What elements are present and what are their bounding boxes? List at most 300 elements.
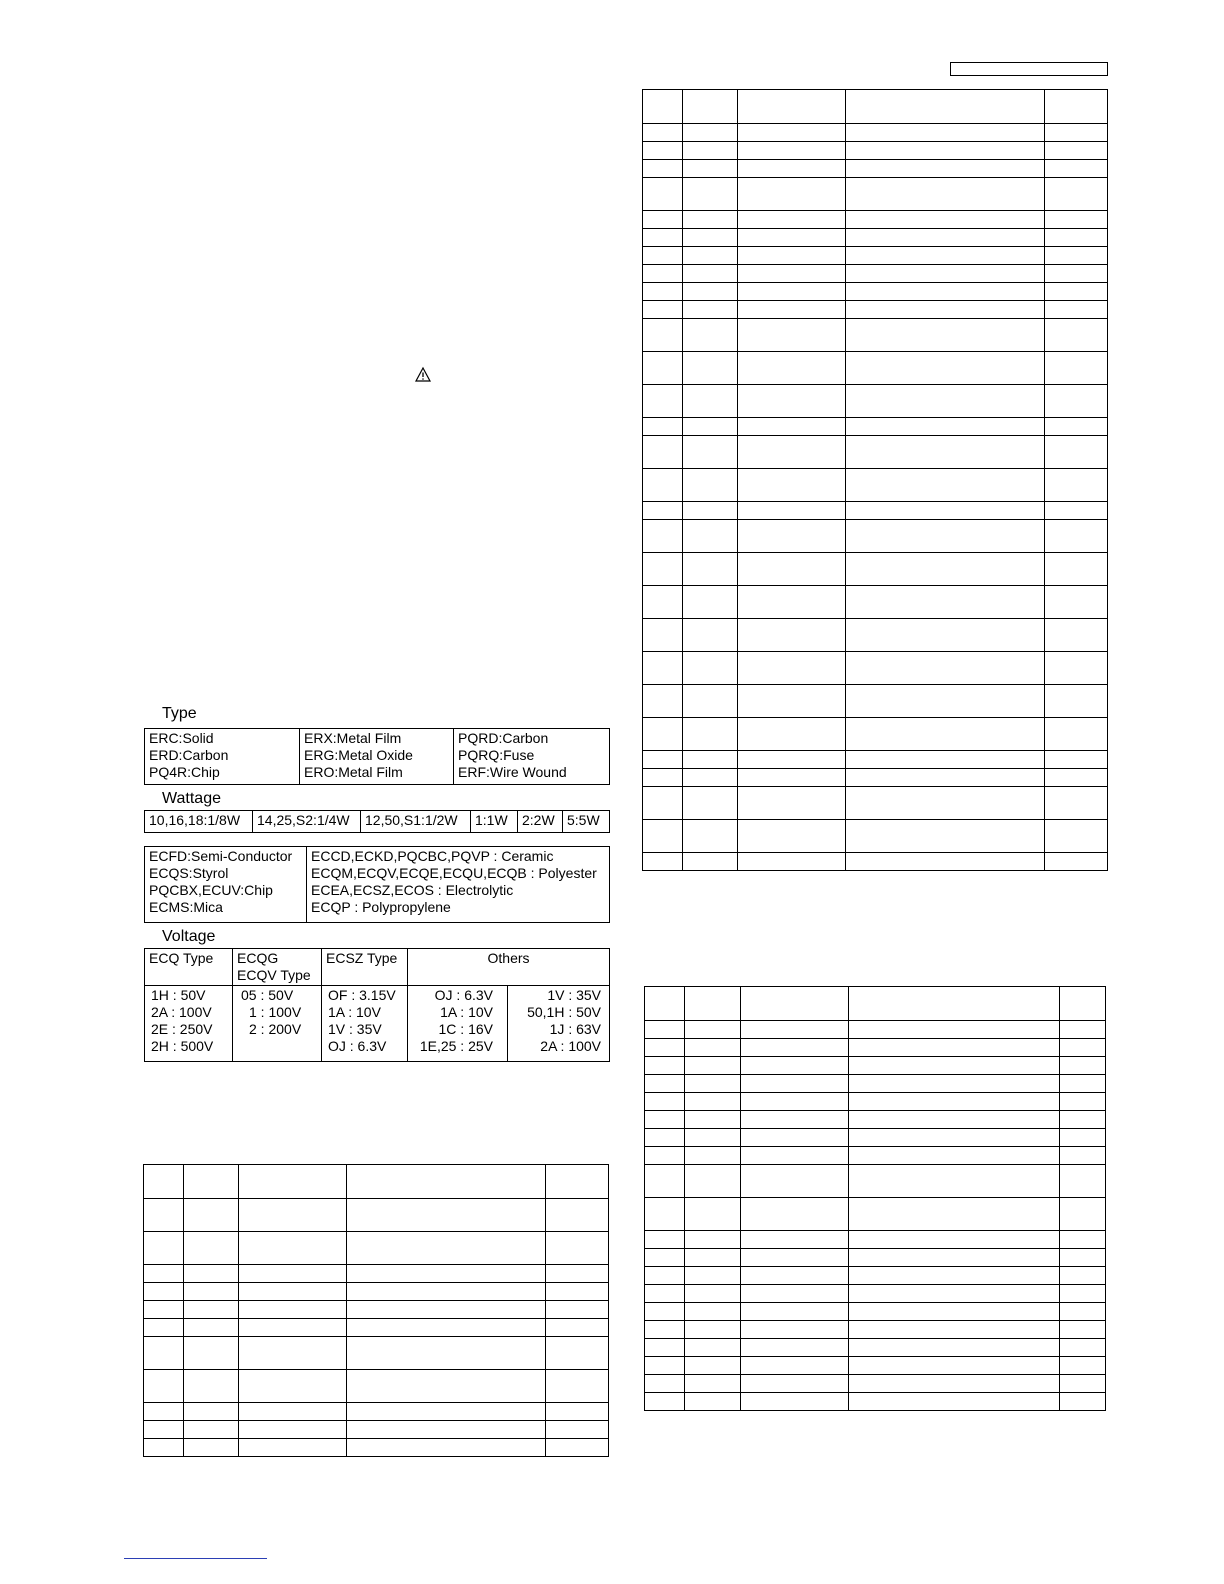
table-cell [1060,1165,1106,1198]
table-row [645,1021,1106,1039]
table-row [643,124,1108,142]
table-cell [683,385,738,418]
table-cell [1060,1249,1106,1267]
table-row [643,385,1108,418]
table-cell [846,619,1045,652]
table-cell [144,1301,184,1319]
table-cell [683,853,738,871]
table-cell [645,1165,685,1198]
table-cell [846,142,1045,160]
voltage-value: 1J : 63V [549,1021,602,1037]
table-cell [184,1403,239,1421]
capacitor-type-table [144,846,610,923]
table-row [643,265,1108,283]
table-cell [643,769,683,787]
wattage-cell: 14,25,S2:1/4W [253,811,361,833]
table-cell [645,1111,685,1129]
table-cell [683,90,738,124]
table-cell [1045,853,1108,871]
table-row [643,229,1108,247]
voltage-value: 1E,25 : 25V [419,1038,493,1054]
table-cell [738,502,846,520]
table-cell [184,1439,239,1457]
table-cell [683,265,738,283]
table-cell [645,1303,685,1321]
table-cell [645,1249,685,1267]
table-cell [685,1075,741,1093]
table-cell [347,1370,546,1403]
table-row [645,1231,1106,1249]
table-cell [846,211,1045,229]
voltage-others-a-values [408,986,508,1062]
table-row [643,619,1108,652]
voltage-header-ecqg-line2: ECQV Type [237,967,311,983]
table-row [144,1301,609,1319]
table-cell [643,418,683,436]
table-cell [738,178,846,211]
table-cell [1045,229,1108,247]
table-cell [546,1370,609,1403]
table-cell [741,1147,849,1165]
table-cell [1045,718,1108,751]
table-row [144,1232,609,1265]
voltage-value: 1A : 10V [440,1004,493,1020]
table-cell [347,1165,546,1199]
warning-triangle-icon [414,366,432,384]
table-cell [643,229,683,247]
table-cell [1045,586,1108,619]
table-header-row [643,90,1108,124]
table-cell [546,1232,609,1265]
table-cell [347,1199,546,1232]
table-cell [738,229,846,247]
table-cell [738,619,846,652]
table-cell [645,1021,685,1039]
table-cell [1045,283,1108,301]
type-pq4r: PQ4R:Chip [149,764,220,780]
table-cell [643,178,683,211]
table-cell [1045,265,1108,283]
voltage-value: 2 : 200V [249,1021,302,1037]
voltage-value: OJ : 6.3V [328,1038,387,1054]
table-cell [643,124,683,142]
table-cell [683,685,738,718]
cap-type-ecfd: ECFD:Semi-Conductor [149,848,293,864]
table-cell [849,1303,1060,1321]
table-row [643,160,1108,178]
table-cell [546,1199,609,1232]
cap-type-ceramic: ECCD,ECKD,PQCBC,PQVP : Ceramic [311,848,554,864]
table-cell [846,685,1045,718]
table-cell [738,247,846,265]
table-cell [184,1337,239,1370]
table-cell [239,1199,347,1232]
table-cell [546,1337,609,1370]
table-cell [741,1231,849,1249]
table-cell [683,652,738,685]
table-cell [846,586,1045,619]
table-row [144,1199,609,1232]
table-cell [144,1199,184,1232]
table-cell [849,1231,1060,1249]
table-cell [741,1039,849,1057]
table-cell [239,1337,347,1370]
table-cell [683,124,738,142]
wattage-cell: 10,16,18:1/8W [145,811,253,833]
voltage-header-ecqg [233,949,322,986]
table-cell [643,283,683,301]
voltage-value: 1H : 50V [151,987,206,1003]
table-cell [741,1111,849,1129]
table-row [643,418,1108,436]
table-cell [741,1057,849,1075]
table-cell [849,987,1060,1021]
table-cell [643,685,683,718]
voltage-ecqg-values [233,986,322,1062]
table-cell [645,1198,685,1231]
table-cell [846,247,1045,265]
table-cell [846,436,1045,469]
table-cell [849,1147,1060,1165]
table-row [645,1129,1106,1147]
table-cell [1045,160,1108,178]
table-cell [738,553,846,586]
table-cell [738,718,846,751]
table-cell [846,553,1045,586]
table-cell [1045,820,1108,853]
table-cell [683,718,738,751]
table-cell [846,90,1045,124]
table-cell [1045,469,1108,502]
table-cell [1060,1393,1106,1411]
table-cell [347,1265,546,1283]
table-cell [683,820,738,853]
table-cell [741,1321,849,1339]
table-row [643,319,1108,352]
voltage-value: 2H : 500V [151,1038,214,1054]
table-cell [849,1021,1060,1039]
table-cell [846,787,1045,820]
voltage-value: OF : 3.15V [328,987,396,1003]
table-cell [849,1039,1060,1057]
table-cell [849,1357,1060,1375]
table-cell [738,586,846,619]
table-cell [184,1421,239,1439]
table-cell [643,619,683,652]
table-cell [1060,1321,1106,1339]
table-cell [849,1198,1060,1231]
table-cell [685,1303,741,1321]
table-row [144,1439,609,1457]
table-cell [239,1319,347,1337]
table-cell [643,319,683,352]
table-cell [849,1165,1060,1198]
table-cell [741,1285,849,1303]
parts-table-bottom-right [644,986,1106,1411]
table-cell [645,1039,685,1057]
table-cell [846,178,1045,211]
table-cell [645,1057,685,1075]
table-cell [685,1147,741,1165]
voltage-value: 50,1H : 50V [527,1004,602,1020]
table-cell [1060,1303,1106,1321]
table-row [643,352,1108,385]
table-cell [239,1265,347,1283]
table-cell [846,265,1045,283]
table-cell [741,1129,849,1147]
table-cell [643,160,683,178]
table-row [144,1319,609,1337]
table-cell [1045,436,1108,469]
table-cell [184,1319,239,1337]
table-cell [738,436,846,469]
table-cell [1060,1021,1106,1039]
table-cell [645,1393,685,1411]
table-cell [683,211,738,229]
table-cell [738,652,846,685]
table-row [645,1321,1106,1339]
table-cell [683,301,738,319]
table-cell [1045,685,1108,718]
table-cell [738,124,846,142]
table-cell [849,1375,1060,1393]
table-cell [144,1421,184,1439]
cap-type-ecms: ECMS:Mica [149,899,223,915]
table-cell [645,1285,685,1303]
table-cell [1060,1357,1106,1375]
capacitor-type-col-1 [145,847,307,923]
table-cell [683,619,738,652]
table-cell [738,160,846,178]
table-cell [685,1057,741,1075]
voltage-value: OJ : 6.3V [434,987,493,1003]
table-cell [645,1357,685,1375]
table-row [645,1393,1106,1411]
table-cell [184,1199,239,1232]
table-cell [738,685,846,718]
table-cell [184,1283,239,1301]
table-row [643,553,1108,586]
table-cell [685,1093,741,1111]
table-row [645,1147,1106,1165]
table-cell [643,247,683,265]
table-cell [643,265,683,283]
table-cell [144,1283,184,1301]
table-cell [685,1267,741,1285]
table-cell [347,1319,546,1337]
table-cell [184,1301,239,1319]
table-cell [1060,1111,1106,1129]
voltage-value: 1C : 16V [438,1021,493,1037]
table-cell [643,718,683,751]
table-cell [741,1093,849,1111]
wattage-label: Wattage [162,790,221,807]
type-ero: ERO:Metal Film [304,764,403,780]
table-cell [846,718,1045,751]
table-cell [347,1421,546,1439]
table-cell [184,1370,239,1403]
table-cell [546,1439,609,1457]
table-row [645,1057,1106,1075]
cap-type-polypropylene: ECQP : Polypropylene [311,899,451,915]
table-cell [1060,1231,1106,1249]
voltage-header-ecq: ECQ Type [145,949,233,986]
table-row [645,1267,1106,1285]
table-cell [685,1111,741,1129]
table-cell [741,1375,849,1393]
table-cell [738,520,846,553]
voltage-label: Voltage [162,928,216,945]
table-cell [846,469,1045,502]
table-cell [643,211,683,229]
cap-type-ecqs: ECQS:Styrol [149,865,229,881]
table-cell [144,1319,184,1337]
voltage-header-others: Others [408,949,610,986]
table-cell [685,1357,741,1375]
table-cell [347,1403,546,1421]
table-cell [846,160,1045,178]
table-cell [741,1393,849,1411]
table-row [643,301,1108,319]
table-cell [546,1265,609,1283]
table-cell [849,1249,1060,1267]
table-cell [849,1111,1060,1129]
table-cell [1060,1267,1106,1285]
table-cell [645,1093,685,1111]
table-cell [239,1283,347,1301]
table-cell [683,769,738,787]
table-cell [645,1075,685,1093]
type-erg: ERG:Metal Oxide [304,747,413,763]
table-cell [546,1283,609,1301]
table-cell [239,1232,347,1265]
voltage-value: 2A : 100V [540,1038,602,1054]
table-cell [741,1021,849,1039]
table-cell [683,418,738,436]
wattage-table [144,810,610,833]
type-pqrd: PQRD:Carbon [458,730,549,746]
table-row [144,1403,609,1421]
table-cell [1045,769,1108,787]
table-cell [643,142,683,160]
table-cell [1045,502,1108,520]
table-cell [846,229,1045,247]
table-cell [741,1075,849,1093]
table-cell [738,853,846,871]
table-cell [1045,301,1108,319]
table-row [643,787,1108,820]
table-cell [846,319,1045,352]
table-cell [645,1267,685,1285]
table-cell [738,352,846,385]
table-cell [645,1147,685,1165]
table-cell [643,586,683,619]
table-cell [347,1301,546,1319]
table-cell [683,247,738,265]
table-cell [846,820,1045,853]
table-header-row [645,987,1106,1021]
table-cell [846,520,1045,553]
table-cell [1060,1075,1106,1093]
table-cell [738,301,846,319]
table-cell [685,1321,741,1339]
table-row [643,520,1108,553]
table-cell [846,283,1045,301]
table-cell [683,319,738,352]
table-cell [1045,178,1108,211]
table-cell [683,787,738,820]
table-cell [738,265,846,283]
header-model-box [950,62,1108,76]
table-cell [1045,319,1108,352]
wattage-cell: 12,50,S1:1/2W [361,811,471,833]
table-cell [683,751,738,769]
table-cell [347,1337,546,1370]
wattage-cell: 5:5W [563,811,610,833]
resistor-type-col-3 [454,729,610,785]
table-cell [144,1165,184,1199]
voltage-value: 2A : 100V [151,1004,212,1020]
table-cell [1060,1147,1106,1165]
table-cell [546,1319,609,1337]
table-cell [1045,352,1108,385]
table-cell [741,1198,849,1231]
table-cell [643,469,683,502]
voltage-value: 1A : 10V [328,1004,381,1020]
cap-type-pqcbx: PQCBX,ECUV:Chip [149,882,273,898]
table-row [643,211,1108,229]
table-cell [685,1339,741,1357]
table-cell [846,385,1045,418]
table-cell [1060,1057,1106,1075]
table-cell [846,352,1045,385]
table-cell [846,751,1045,769]
table-cell [546,1165,609,1199]
table-cell [1045,385,1108,418]
table-cell [738,769,846,787]
table-cell [1045,619,1108,652]
table-cell [1060,1198,1106,1231]
table-cell [849,1321,1060,1339]
voltage-value: 2E : 250V [151,1021,213,1037]
table-cell [239,1421,347,1439]
table-row [643,685,1108,718]
table-row [645,1303,1106,1321]
table-cell [643,820,683,853]
table-row [643,142,1108,160]
voltage-table [144,948,610,1062]
table-cell [1060,1093,1106,1111]
table-cell [144,1403,184,1421]
table-cell [738,319,846,352]
resistor-type-col-2 [300,729,454,785]
table-cell [1045,418,1108,436]
table-cell [1060,987,1106,1021]
table-cell [683,586,738,619]
table-cell [849,1093,1060,1111]
table-row [643,769,1108,787]
table-cell [685,1198,741,1231]
table-row [645,1249,1106,1267]
table-cell [846,502,1045,520]
table-cell [643,385,683,418]
table-cell [643,553,683,586]
table-cell [846,853,1045,871]
table-cell [683,436,738,469]
table-cell [347,1283,546,1301]
wattage-cell: 2:2W [518,811,563,833]
cap-type-electrolytic: ECEA,ECSZ,ECOS : Electrolytic [311,882,514,898]
